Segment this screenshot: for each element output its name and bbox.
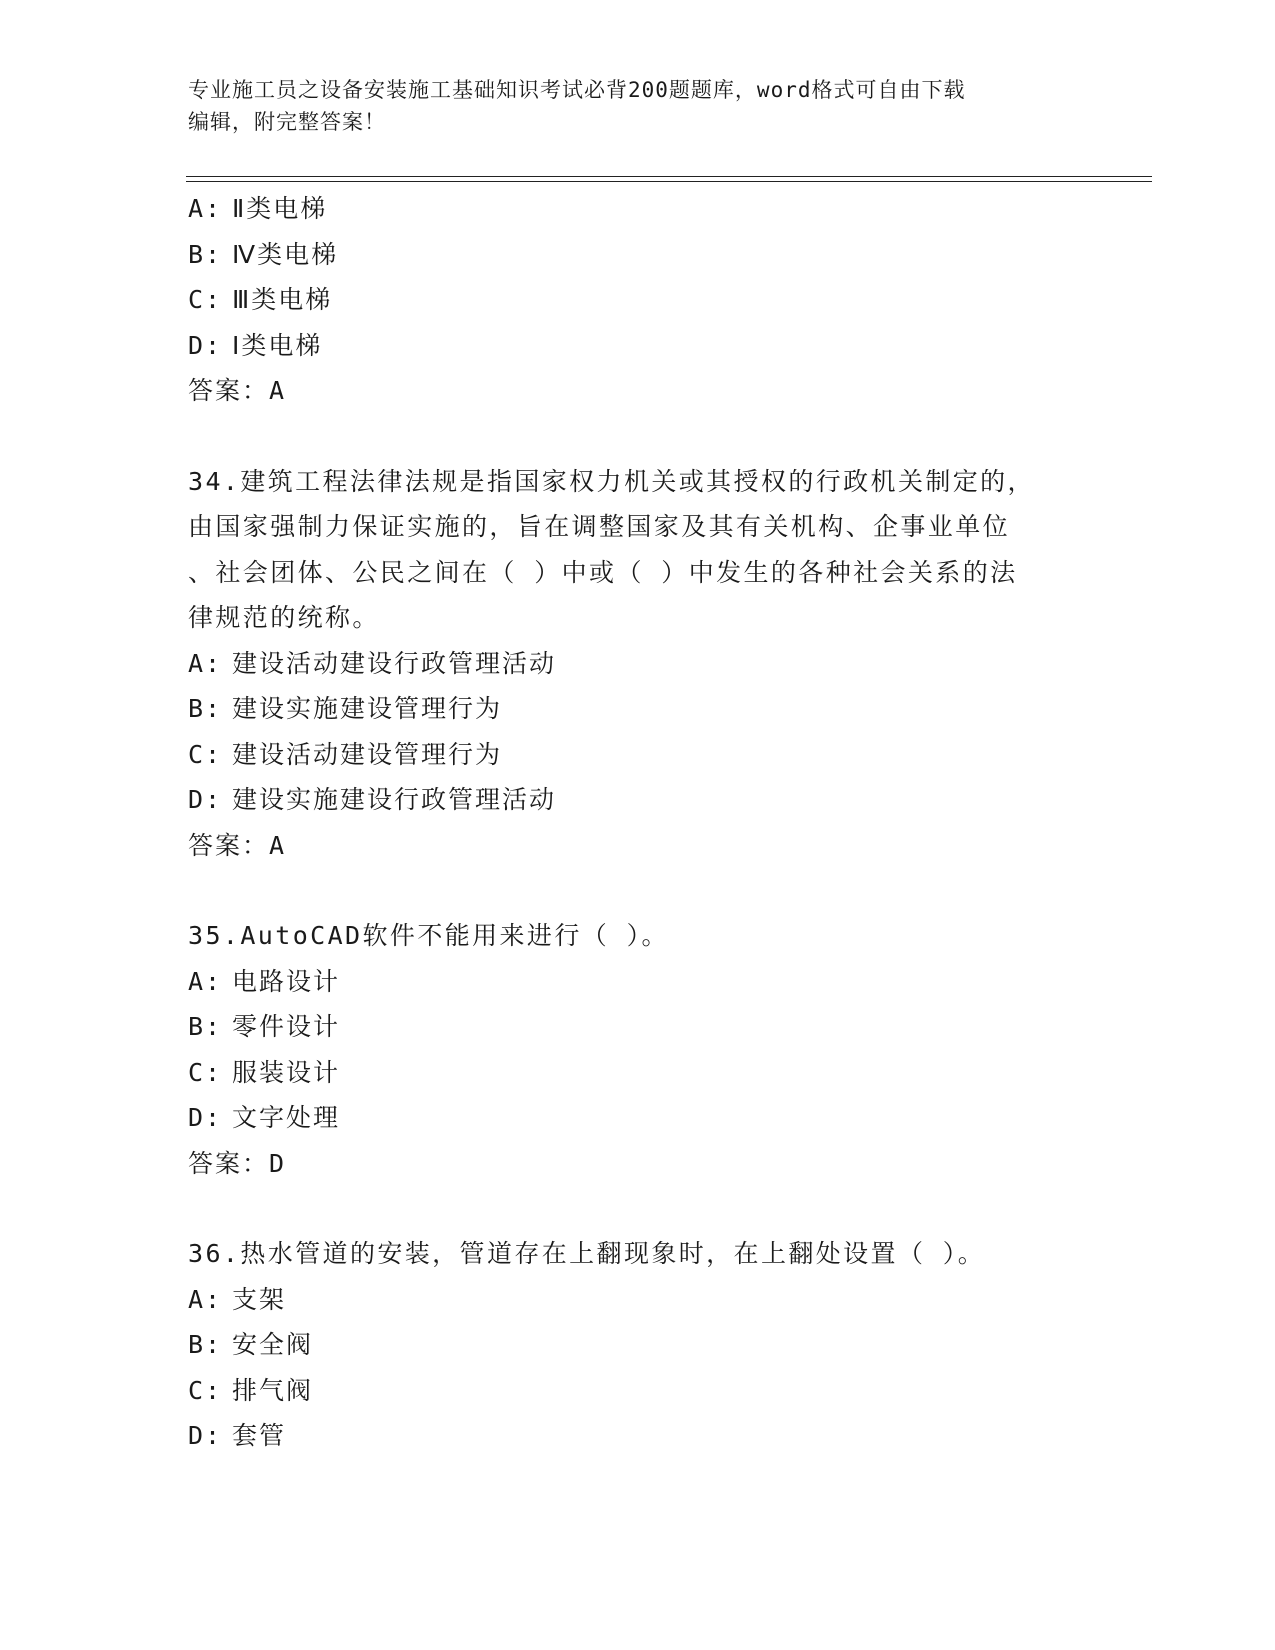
stem-line: 36.热水管道的安装，管道存在上翻现象时，在上翻处设置（ ）。 — [188, 1239, 986, 1268]
option-key: D: — [188, 330, 223, 360]
answer-line: 答案：D — [188, 1148, 287, 1178]
stem-line: 、社会团体、公民之间在（ ）中或（ ）中发生的各种社会关系的法 — [188, 557, 1018, 587]
option-key: B: — [188, 1330, 223, 1359]
question-list — [188, 186, 1068, 1459]
spacer — [188, 868, 1068, 913]
option-key: D: — [188, 1421, 223, 1450]
option-b — [188, 686, 1068, 732]
header-title-line-2: 编辑，附完整答案！ — [188, 110, 386, 134]
option-text: Ⅲ类电梯 — [232, 285, 333, 314]
option-b — [188, 1004, 1068, 1050]
option-key: C: — [188, 739, 223, 769]
question-33-tail — [188, 186, 1068, 414]
header-divider — [186, 176, 1152, 182]
option-text: Ⅱ类电梯 — [232, 194, 328, 223]
option-text: 零件设计 — [232, 1012, 341, 1041]
option-c — [188, 732, 1068, 778]
option-d — [188, 777, 1068, 823]
spacer — [188, 414, 1068, 459]
option-a — [188, 1277, 1068, 1323]
option-key: C: — [188, 285, 223, 314]
option-key: B: — [188, 694, 223, 723]
option-text: 建设活动建设行政管理活动 — [232, 648, 557, 678]
stem-line: 律规范的统称。 — [188, 603, 380, 632]
option-text: 服装设计 — [232, 1057, 341, 1087]
option-key: A: — [188, 966, 223, 996]
page-header — [188, 74, 1088, 138]
option-b — [188, 1322, 1068, 1368]
option-d — [188, 1413, 1068, 1459]
option-text: 安全阀 — [232, 1330, 314, 1359]
answer-line: 答案：A — [188, 830, 287, 860]
option-text: 套管 — [232, 1421, 287, 1450]
stem-line: 由国家强制力保证实施的，旨在调整国家及其有关机构、企事业单位 — [188, 512, 1011, 541]
option-text: 文字处理 — [232, 1103, 341, 1132]
spacer — [188, 1186, 1068, 1231]
option-key: C: — [188, 1375, 223, 1405]
question-stem — [188, 1231, 1068, 1277]
option-b — [188, 232, 1068, 278]
question-stem — [188, 913, 1068, 959]
option-text: 建设实施建设行政管理活动 — [232, 785, 557, 814]
option-a — [188, 959, 1068, 1005]
question-35 — [188, 913, 1068, 1186]
option-text: 建设实施建设管理行为 — [232, 694, 503, 723]
option-d — [188, 323, 1068, 369]
option-c — [188, 1050, 1068, 1096]
option-key: A: — [188, 1284, 223, 1314]
question-34 — [188, 459, 1068, 869]
question-36 — [188, 1231, 1068, 1459]
option-key: B: — [188, 239, 223, 269]
answer-line: 答案：A — [188, 376, 287, 405]
option-a — [188, 186, 1068, 232]
stem-line: 34.建筑工程法律法规是指国家权力机关或其授权的行政机关制定的， — [188, 466, 1035, 496]
option-text: 电路设计 — [232, 966, 341, 996]
option-key: A: — [188, 194, 223, 223]
option-c — [188, 277, 1068, 323]
option-key: C: — [188, 1057, 223, 1087]
option-text: 支架 — [232, 1284, 287, 1314]
stem-line: 35.AutoCAD软件不能用来进行（ ）。 — [188, 921, 669, 950]
option-text: 建设活动建设管理行为 — [232, 739, 503, 769]
option-a — [188, 641, 1068, 687]
option-key: B: — [188, 1012, 223, 1041]
header-title-line-1: 专业施工员之设备安装施工基础知识考试必背200题题库，word格式可自由下载 — [188, 78, 966, 102]
option-key: D: — [188, 1103, 223, 1132]
option-key: D: — [188, 785, 223, 814]
option-key: A: — [188, 648, 223, 678]
option-text: Ⅰ类电梯 — [232, 330, 323, 360]
option-text: Ⅳ类电梯 — [232, 239, 339, 269]
option-text: 排气阀 — [232, 1375, 314, 1405]
option-d — [188, 1095, 1068, 1141]
option-c — [188, 1368, 1068, 1414]
question-stem — [188, 459, 1068, 641]
